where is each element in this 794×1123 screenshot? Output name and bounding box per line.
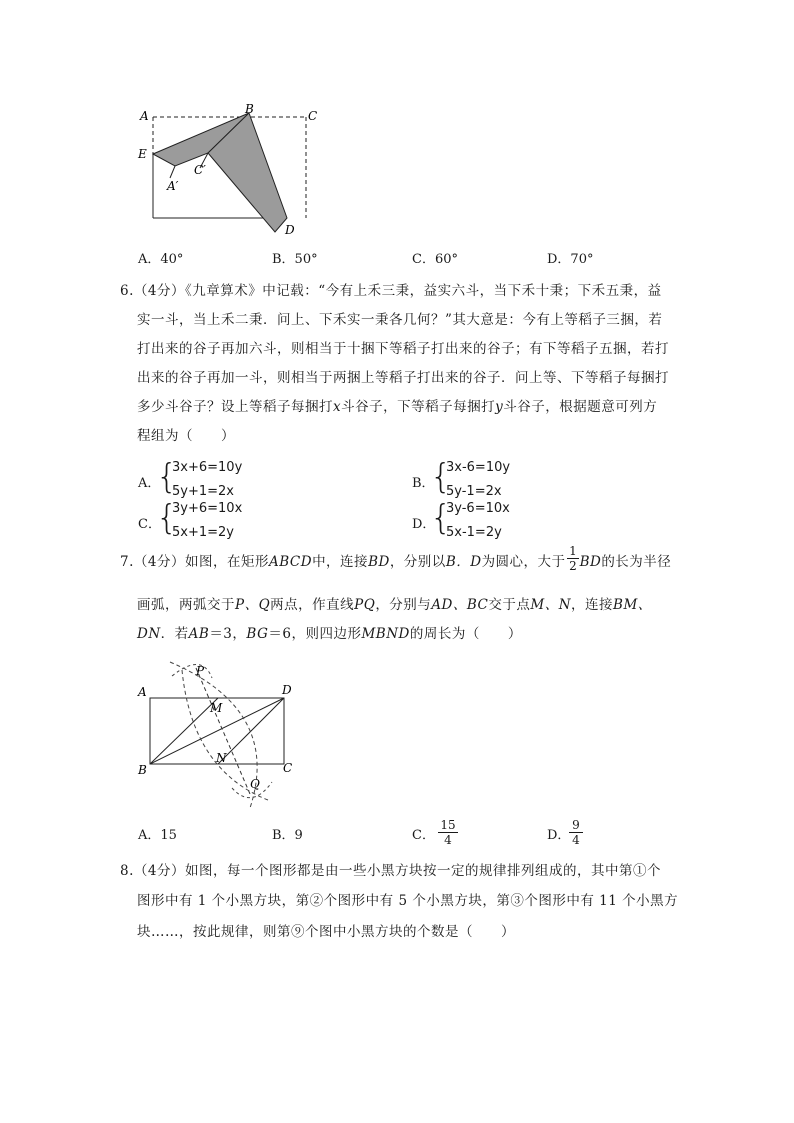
q5-label-B: B bbox=[245, 102, 254, 116]
q7-label-N: N bbox=[216, 751, 227, 765]
q8-text-line-2: 图形中有 1 个小黑方块，第②个图形中有 5 个小黑方块，第③个图形中有 11 个小黑方 bbox=[137, 893, 679, 909]
q7-dn: DN bbox=[137, 626, 161, 642]
q6-option-d-brace: { bbox=[430, 498, 452, 538]
q5-label-D: D bbox=[285, 223, 295, 237]
q7-option-c-den: 4 bbox=[444, 833, 452, 847]
q6-option-d-eq1: 3y-6=10x bbox=[446, 501, 510, 516]
q5-label-A1: A′ bbox=[167, 179, 179, 193]
q6-option-d[interactable] bbox=[412, 499, 592, 543]
q6-option-b-label: B． bbox=[412, 476, 435, 491]
q6-option-a-label: A． bbox=[138, 476, 161, 491]
q7-label-P: P bbox=[196, 664, 205, 678]
q7-label-B: B bbox=[138, 763, 147, 777]
q7-option-a[interactable]: A．15 bbox=[138, 828, 177, 843]
q8-text-line-1: 8.（4分）如图，每一个图形都是由一些小黑方块按一定的规律排列组成的，其中第①个 bbox=[120, 863, 661, 879]
q6-option-a-eq2: 5y+1=2x bbox=[172, 484, 234, 499]
q6-line5-c: 斗谷子，根据题意可列方 bbox=[503, 399, 658, 415]
q7-text-line-1 bbox=[120, 552, 680, 572]
q7-bd: BD bbox=[368, 554, 390, 570]
q5-label-C1: C′ bbox=[194, 163, 206, 177]
q5-figure bbox=[130, 98, 330, 240]
q6-text-line-1: 6.（4分）《九章算术》中记载：“今有上禾三秉，益实六斗，当下禾十秉；下禾五秉，益 bbox=[120, 283, 662, 299]
q6-option-c-brace: { bbox=[156, 498, 178, 538]
q6-line5-b: 斗谷子，下等稻子每捆打 bbox=[341, 399, 496, 415]
q6-text-line-3: 打出来的谷子再加六斗，则相当于十捆下等稻子打出来的谷子；有下等稻子五捆，若打 bbox=[137, 341, 669, 357]
q7-label-M: M bbox=[210, 701, 223, 715]
q5-label-C: C bbox=[308, 109, 318, 123]
q6-option-c[interactable] bbox=[138, 499, 318, 543]
q7-bg: BG bbox=[246, 626, 269, 642]
q5-option-d[interactable]: D．70° bbox=[547, 252, 594, 267]
q5-option-a[interactable]: A．40° bbox=[138, 252, 184, 267]
q5-label-A: A bbox=[140, 109, 149, 123]
q7-option-d-fraction bbox=[569, 818, 583, 847]
q7-bd-points: B．D bbox=[445, 554, 482, 570]
q7-option-d[interactable] bbox=[547, 816, 607, 850]
q6-option-b-eq2: 5y-1=2x bbox=[446, 484, 502, 499]
q6-var-y: y bbox=[495, 399, 504, 415]
q7-text-line-2 bbox=[137, 595, 697, 615]
q5-option-c[interactable]: C．60° bbox=[412, 252, 458, 267]
q5-label-E: E bbox=[138, 147, 147, 161]
q6-option-c-eq1: 3y+6=10x bbox=[172, 501, 243, 516]
q7-option-c[interactable] bbox=[412, 816, 472, 850]
q7-mbnd: MBND bbox=[361, 626, 410, 642]
q6-option-b-eq1: 3x-6=10y bbox=[446, 460, 511, 475]
q7-label-D: D bbox=[282, 683, 292, 697]
q7-option-c-label: C． bbox=[412, 828, 435, 843]
q7-figure bbox=[132, 650, 312, 812]
q7-ab: AB bbox=[188, 626, 210, 642]
q6-text-line-2: 实一斗，当上禾二秉．问上、下禾实一秉各几何？”其大意是：今有上等稻子三捆，若 bbox=[137, 312, 663, 328]
q7-option-d-num: 9 bbox=[569, 818, 583, 833]
q7-pq-points: P、Q bbox=[235, 597, 271, 613]
q7-line2-a: 画弧，两弧交于 bbox=[137, 597, 235, 613]
q7-line3-d: ＝3， bbox=[209, 626, 247, 642]
q6-option-a[interactable] bbox=[138, 458, 318, 502]
q7-pq: PQ bbox=[354, 597, 376, 613]
q7-line1-g: 为圆心，大于 bbox=[481, 554, 566, 570]
q7-mn: M、N bbox=[530, 597, 572, 613]
q6-option-a-eq1: 3x+6=10y bbox=[172, 460, 243, 475]
q6-text-line-5 bbox=[137, 397, 697, 417]
q7-ad-bc: AD、BC bbox=[431, 597, 489, 613]
q7-line3-h: 的周长为（ ） bbox=[409, 626, 522, 642]
q7-frac-den: 2 bbox=[569, 559, 577, 573]
q6-option-c-label: C． bbox=[138, 517, 161, 532]
q6-option-d-eq2: 5x-1=2y bbox=[446, 525, 502, 540]
q6-text-line-4: 出来的谷子再加一斗，则相当于两捆上等稻子打出来的谷子．问上等、下等稻子每捆打 bbox=[137, 370, 669, 386]
q7-line2-e: ，分别与 bbox=[375, 597, 432, 613]
q7-half-fraction bbox=[567, 544, 579, 573]
q7-line1-c: 中，连接 bbox=[312, 554, 369, 570]
q7-abcd: ABCD bbox=[268, 554, 313, 570]
q8-text-line-3: 块……，按此规律，则第⑨个图中小黑方块的个数是（ ） bbox=[137, 924, 515, 940]
q7-option-b[interactable]: B．9 bbox=[272, 828, 303, 843]
q7-option-c-fraction bbox=[438, 818, 458, 847]
q6-text-line-6: 程组为（ ） bbox=[137, 428, 235, 444]
q7-line1-a: 7.（4分）如图，在矩形 bbox=[120, 554, 269, 570]
q7-line1-e: ，分别以 bbox=[389, 554, 446, 570]
q7-option-d-den: 4 bbox=[572, 833, 580, 847]
q7-line3-f: ＝6，则四边形 bbox=[268, 626, 362, 642]
q6-option-b[interactable] bbox=[412, 458, 592, 502]
q7-label-C: C bbox=[283, 761, 293, 775]
q7-frac-num: 1 bbox=[567, 544, 579, 559]
q7-label-A: A bbox=[138, 685, 147, 699]
q7-line2-c: 两点，作直线 bbox=[270, 597, 355, 613]
q6-line5-a: 多少斗谷子？设上等稻子每捆打 bbox=[137, 399, 333, 415]
q7-bm: BM、 bbox=[613, 597, 652, 613]
q5-option-b[interactable]: B．50° bbox=[272, 252, 318, 267]
q6-option-a-brace: { bbox=[156, 457, 178, 497]
q7-line2-i: ，连接 bbox=[571, 597, 614, 613]
q7-line2-g: 交于点 bbox=[488, 597, 531, 613]
q7-text-line-3 bbox=[137, 624, 697, 644]
q6-option-c-eq2: 5x+1=2y bbox=[172, 525, 234, 540]
q7-label-Q: Q bbox=[250, 777, 260, 791]
q6-option-b-brace: { bbox=[430, 457, 452, 497]
q7-option-d-label: D． bbox=[547, 828, 571, 843]
q6-var-x: x bbox=[333, 399, 342, 415]
q6-option-d-label: D． bbox=[412, 517, 436, 532]
q7-bd-2: BD bbox=[579, 554, 602, 570]
q7-option-c-num: 15 bbox=[438, 818, 458, 833]
q7-line3-b: ．若 bbox=[160, 626, 189, 642]
q7-line1-i: 的长为半径 bbox=[601, 554, 672, 570]
